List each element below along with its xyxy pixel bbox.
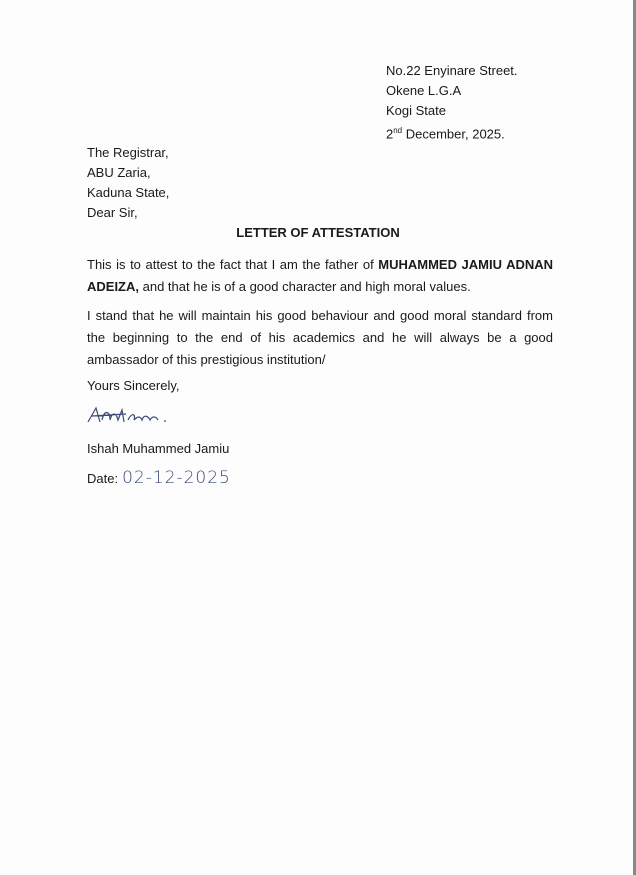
address-line: Okene L.G.A — [386, 83, 462, 98]
body-paragraph-2: I stand that he will maintain his good behaviour and good moral standard from the beginning to the end of his academics and he will always be a good ambassador of this prestigious institution/ — [87, 308, 553, 367]
letter-date: 2nd December, 2025. — [386, 126, 505, 142]
date-label: Date: — [87, 471, 119, 486]
body-paragraph-1: This is to attest to the fact that I am the father of MUHAMMED JAMIU ADNAN ADEIZA, and that he is of a good character and high moral values. — [87, 257, 554, 294]
signer-name: Ishah Muhammed Jamiu — [87, 441, 230, 456]
letter-title: LETTER OF ATTESTATION — [236, 225, 400, 240]
signature — [86, 402, 176, 433]
sender-address — [386, 61, 518, 144]
recipient-line: ABU Zaria, — [87, 165, 151, 180]
closing: Yours Sincerely, — [87, 378, 180, 393]
recipient-line: The Registrar, — [87, 145, 169, 160]
child-name: MUHAMMED JAMIU ADNAN ADEIZA, — [87, 257, 554, 294]
date-line — [87, 468, 231, 488]
recipient-line: Kaduna State, — [87, 185, 170, 200]
recipient-block — [87, 143, 169, 223]
signature-scribble — [86, 402, 176, 430]
handwritten-date: 02-12-2025 — [122, 468, 231, 488]
salutation: Dear Sir, — [87, 205, 138, 220]
address-line: Kogi State — [386, 103, 446, 118]
address-line: No.22 Enyinare Street. — [386, 63, 518, 78]
